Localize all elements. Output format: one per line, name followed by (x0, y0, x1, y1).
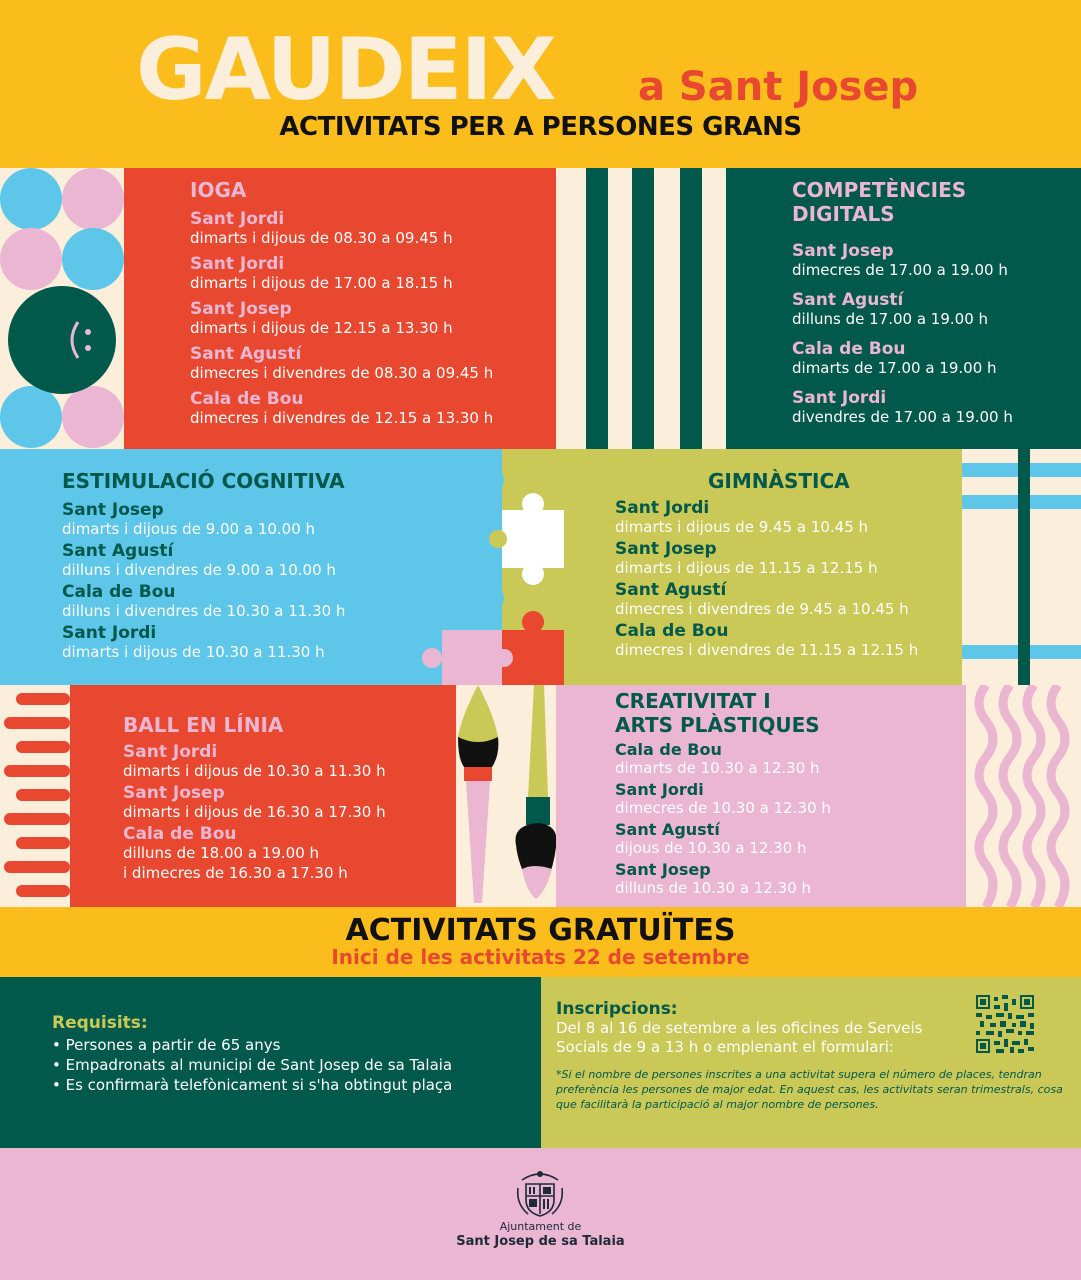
schedule-text: i dimecres de 16.30 a 17.30 h (123, 864, 348, 882)
location-label: Sant Agustí (190, 344, 302, 364)
footer-line2: Sant Josep de sa Talaia (456, 1234, 625, 1249)
location-label: Cala de Bou (615, 740, 722, 759)
requisits-list (52, 1035, 532, 1095)
list-item (615, 499, 955, 536)
location-label: Sant Agustí (615, 580, 727, 600)
digitals-title-line2: DIGITALS (792, 202, 895, 226)
location-label: Sant Josep (62, 500, 164, 520)
banner-subtitle: Inici de les activitats 22 de setembre (331, 945, 750, 969)
location-label: Sant Jordi (190, 209, 285, 229)
schedule-text: dimarts de 17.00 a 19.00 h (792, 359, 997, 377)
arts-title (615, 689, 820, 737)
schedule-text: dimarts i dijous de 10.30 a 11.30 h (62, 643, 325, 661)
location-label: Sant Josep (190, 299, 292, 319)
schedule-text: dimarts i dijous de 9.45 a 10.45 h (615, 518, 869, 536)
puzzle-icon (420, 462, 570, 686)
waves-decoration-left (0, 685, 70, 907)
arts-list (615, 741, 960, 901)
list-item: • Es confirmarà telefònicament si s'ha obtingut plaça (52, 1076, 453, 1094)
schedule-text: dilluns de 10.30 a 12.30 h (615, 879, 812, 897)
list-item (792, 340, 1077, 377)
banner-title: ACTIVITATS GRATUÏTES (345, 913, 736, 948)
schedule-text: dimecres i divendres de 12.15 a 13.30 h (190, 409, 494, 427)
digitals-panel (726, 168, 1081, 449)
list-item (123, 825, 453, 882)
schedule-text: dimecres i divendres de 11.15 a 12.15 h (615, 641, 919, 659)
cognitiva-title: ESTIMULACIÓ COGNITIVA (62, 469, 345, 493)
list-item (190, 300, 550, 337)
schedule-text: dimarts i dijous de 08.30 a 09.45 h (190, 229, 453, 247)
location-label: Sant Jordi (123, 742, 218, 762)
schedule-text: dilluns de 18.00 a 19.00 h (123, 844, 320, 862)
schedule-text: dimarts de 10.30 a 12.30 h (615, 759, 820, 777)
cognitiva-list (62, 501, 442, 665)
footer (0, 1148, 1081, 1280)
ioga-panel (124, 168, 556, 449)
schedule-text: divendres de 17.00 a 19.00 h (792, 408, 1013, 426)
ball-panel (70, 685, 456, 907)
list-item (792, 389, 1077, 426)
location-label: Sant Josep (615, 860, 711, 879)
digitals-list (792, 242, 1077, 438)
ioga-title: IOGA (190, 178, 247, 202)
gimnastica-title: GIMNÀSTICA (708, 469, 850, 493)
list-item (792, 242, 1077, 279)
list-item (190, 255, 550, 292)
schedule-text: dilluns i divendres de 10.30 a 11.30 h (62, 602, 346, 620)
schedule-text: dimarts i dijous de 12.15 a 13.30 h (190, 319, 453, 337)
poster-tagline: ACTIVITATS PER A PERSONES GRANS (279, 112, 802, 142)
list-item (615, 821, 960, 857)
list-item (615, 622, 955, 659)
location-label: Sant Jordi (190, 254, 285, 274)
schedule-text: dilluns i divendres de 9.00 a 10.00 h (62, 561, 336, 579)
schedule-text: dijous de 10.30 a 12.30 h (615, 839, 807, 857)
requisits-title: Requisits: (52, 1013, 148, 1033)
schedule-text: dimarts i dijous de 9.00 a 10.00 h (62, 520, 316, 538)
location-label: Sant Jordi (615, 780, 704, 799)
location-label: Cala de Bou (190, 389, 304, 409)
arts-title-line1: CREATIVITAT I (615, 689, 771, 713)
list-item (615, 861, 960, 897)
list-item (123, 784, 453, 821)
location-label: Cala de Bou (62, 582, 176, 602)
stripes-decoration-right (962, 449, 1081, 685)
list-item: • Persones a partir de 65 anys (52, 1036, 281, 1054)
list-item (62, 583, 442, 620)
location-label: Sant Josep (792, 241, 894, 261)
ioga-list (190, 210, 550, 435)
schedule-text: dimarts i dijous de 10.30 a 11.30 h (123, 762, 386, 780)
list-item (62, 501, 442, 538)
ball-list (123, 743, 453, 890)
qr-code-icon[interactable] (976, 995, 1034, 1053)
free-banner (0, 907, 1081, 977)
list-item (62, 624, 442, 661)
schedule-text: dimarts i dijous de 16.30 a 17.30 h (123, 803, 386, 821)
requisits-panel (0, 977, 541, 1148)
digitals-title (792, 178, 966, 226)
schedule-text: dilluns de 17.00 a 19.00 h (792, 310, 989, 328)
location-label: Sant Agustí (615, 820, 720, 839)
list-item (615, 781, 960, 817)
list-item (615, 581, 955, 618)
inscripcions-text: Del 8 al 16 de setembre a les oficines de Serveis Socials de 9 a 13 h o emplenant el formulari: (556, 1019, 923, 1056)
stripes-decoration (556, 168, 726, 449)
schedule-text: dimarts i dijous de 17.00 a 18.15 h (190, 274, 453, 292)
list-item: • Empadronats al municipi de Sant Josep de sa Talaia (52, 1056, 453, 1074)
location-label: Sant Josep (123, 783, 225, 803)
gimnastica-panel (502, 449, 962, 685)
location-label: Sant Agustí (62, 541, 174, 561)
inscripcions-note: *Si el nombre de persones inscrites a una activitat supera el número de places, tendran preferència les persones de major edat. En aquest cas, les activitats seran trimestrals, cosa que facilitarà la participació al major nombre de persones. (556, 1068, 1063, 1111)
digitals-title-line1: COMPETÈNCIES (792, 178, 967, 202)
schedule-text: dimecres i divendres de 9.45 a 10.45 h (615, 600, 909, 618)
list-item (615, 540, 955, 577)
list-item (123, 743, 453, 780)
footer-line1: Ajuntament de (499, 1220, 582, 1233)
poster-title-place: a Sant Josep (638, 64, 919, 110)
schedule-text: dimecres de 17.00 a 19.00 h (792, 261, 1008, 279)
list-item (792, 291, 1077, 328)
poster-title: GAUDEIX (136, 20, 555, 120)
list-item (190, 345, 550, 382)
ball-title: BALL EN LÍNIA (123, 713, 284, 737)
waves-decoration-right (966, 685, 1081, 907)
gimnastica-list (615, 499, 955, 663)
smiley-icon (8, 286, 116, 394)
list-item (190, 390, 550, 427)
paintbrush-icon (456, 685, 556, 907)
location-label: Sant Jordi (615, 498, 710, 518)
location-label: Sant Jordi (792, 388, 887, 408)
location-label: Sant Agustí (792, 290, 904, 310)
inscripcions-title: Inscripcions: (556, 999, 678, 1019)
arts-panel (556, 685, 966, 907)
inscripcions-panel (541, 977, 1081, 1148)
schedule-text: dimecres i divendres de 08.30 a 09.45 h (190, 364, 494, 382)
arts-title-line2: ARTS PLÀSTIQUES (615, 713, 820, 737)
location-label: Sant Jordi (62, 623, 157, 643)
location-label: Sant Josep (615, 539, 717, 559)
location-label: Cala de Bou (123, 824, 237, 844)
location-label: Cala de Bou (792, 339, 906, 359)
list-item (615, 741, 960, 777)
schedule-text: dimarts i dijous de 11.15 a 12.15 h (615, 559, 878, 577)
list-item (190, 210, 550, 247)
list-item (62, 542, 442, 579)
location-label: Cala de Bou (615, 621, 729, 641)
schedule-text: dimecres de 10.30 a 12.30 h (615, 799, 831, 817)
coat-of-arms-icon (514, 1166, 566, 1220)
